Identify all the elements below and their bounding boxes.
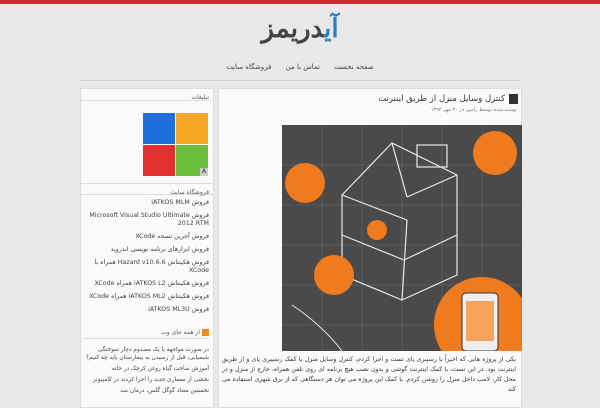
post-body: یکی از پروژه هایی که اخیراً با رسپبری پای تست و اجرا کردم، کنترل وسایل منزل با کمک رسپبری پای و از طریق اینترنت بود. در این تست، با کمک اینترنت گوشی و بدون نصب هیچ برنامه ای روی تلفن همراه، خارج از منزل و در محل کار، لامپ داخل منزل را روشن کردم. با کمک این پروژه می توان هر دستگاهی که از برق شهری استفاده می کند [222, 356, 516, 393]
shop-link[interactable]: فروش هکینتاش Hazard v10.6.6 همراه با XCode [94, 259, 209, 274]
outlet-icon [367, 220, 387, 240]
post-meta: نوشته شده توسط رامین در ۲۰ مهر ۱۳۹۲ [430, 107, 517, 113]
ad-tile-red [143, 145, 175, 176]
feed-link[interactable]: در صورت مواجهه با یک مصدوم دچار سوختگی شیمیایی، قبل از رسیدن به بیمارستان باید چه کنیم؟ [85, 347, 209, 361]
rss-icon [202, 329, 209, 336]
ad-badge: A [201, 168, 207, 175]
shop-heading: فروشگاه سایت [81, 183, 213, 195]
feed-heading-text: از همه جای وب [161, 329, 200, 336]
nav-divider [80, 80, 520, 81]
shop-link[interactable]: فروش هکینتاش iATKOS ML2 همراه XCode [89, 293, 209, 300]
ad-tile-orange [176, 113, 208, 144]
logo-text-secondary: دریمز [261, 14, 325, 44]
feed-list [83, 346, 209, 398]
ads-heading: تبلیغات [81, 89, 213, 101]
feed-link[interactable]: نخستین معتاد گوگل گلس، درمان شد [120, 388, 209, 394]
post-article [218, 88, 522, 408]
post-format-icon [509, 94, 518, 104]
feed-heading [83, 329, 209, 339]
main-nav [0, 63, 600, 71]
site-logo[interactable] [0, 14, 600, 44]
shop-link[interactable]: فروش ابزارهای برنامه نویسی اندروید [110, 246, 209, 253]
nav-item-contact[interactable]: تماس با من [285, 63, 320, 71]
lamp-icon [285, 163, 325, 203]
feed-link[interactable]: بخشی از معماری جدید را اجرا کردند در کامپیوتر [92, 377, 209, 383]
nav-item-home[interactable]: صفحه نخست [334, 63, 374, 71]
shop-link[interactable]: فروش iATKOS MLM [151, 199, 209, 206]
nav-item-shop[interactable]: فروشگاه سایت [226, 63, 272, 71]
logo-text-primary: آی [324, 14, 339, 44]
thermometer-icon [473, 131, 517, 175]
shop-list [83, 199, 209, 319]
feed-link[interactable]: آموزش ساخت گیاه روغن کرچک در خانه [111, 366, 209, 372]
shop-link[interactable]: فروش Microsoft Visual Studio Ultimate 2012 RTM [89, 212, 209, 227]
post-illustration [282, 125, 522, 351]
ad-tile-blue [143, 113, 175, 144]
top-accent-bar [0, 0, 600, 4]
shop-link[interactable]: فروش آخرین نسخه XCode [135, 233, 209, 240]
sidebar [80, 88, 214, 408]
post-title[interactable]: کنترل وسایل منزل از طریق اینترنت [378, 94, 505, 104]
heater-icon [314, 255, 354, 295]
shop-link[interactable]: فروش iATKOS ML3U [148, 306, 209, 313]
shop-link[interactable]: فروش هکینتاش iATKOS L2 همراه XCode [94, 280, 209, 287]
ad-banner[interactable] [143, 113, 209, 177]
